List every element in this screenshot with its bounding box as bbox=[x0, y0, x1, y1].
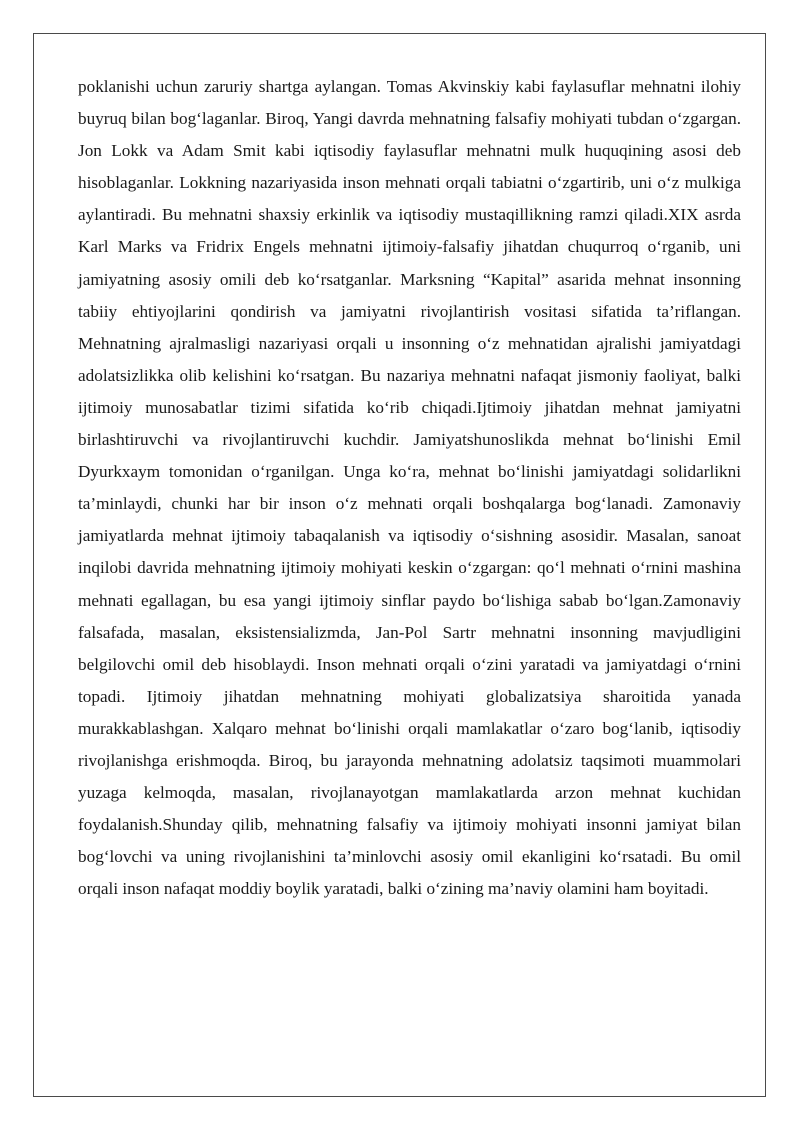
body-paragraph: poklanishi uchun zaruriy shartga aylangan. Tomas Akvinskiy kabi faylasuflar mehnatni ilohiy buyruq bilan bog‘laganlar. Biroq, Yangi davrda mehnatning falsafiy mohiyati tubdan o‘zgargan. Jon Lokk va Adam Smit kabi iqtisodiy faylasuflar mehnatni mulk huquqining asosi deb hisoblaganlar. Lokkning nazariyasida inson mehnati orqali tabiatni o‘zgartirib, uni o‘z mulkiga aylantiradi. Bu mehnatni shaxsiy erkinlik va iqtisodiy mustaqillikning ramzi qiladi.XIX asrda Karl Marks va Fridrix Engels mehnatni ijtimoiy-falsafiy jihatdan chuqurroq o‘rganib, uni jamiyatning asosiy omili deb ko‘rsatganlar. Marksning “Kapital” asarida mehnat insonning tabiiy ehtiyojlarini qondirish va jamiyatni rivojlantirish vositasi sifatida ta’riflangan. Mehnatning ajralmasligi nazariyasi orqali u insonning o‘z mehnatidan ajralishi jamiyatdagi adolatsizlikka olib kelishini ko‘rsatgan. Bu nazariya mehnatni nafaqat jismoniy faoliyat, balki ijtimoiy munosabatlar tizimi sifatida ko‘rib chiqadi.Ijtimoiy jihatdan mehnat jamiyatni birlashtiruvchi va rivojlantiruvchi kuchdir. Jamiyatshunoslikda mehnat bo‘linishi Emil Dyurkxaym tomonidan o‘rganilgan. Unga ko‘ra, mehnat bo‘linishi jamiyatdagi solidarlikni ta’minlaydi, chunki har bir inson o‘z mehnati orqali boshqalarga bog‘lanadi. Zamonaviy jamiyatlarda mehnat ijtimoiy tabaqalanish va iqtisodiy o‘sishning asosidir. Masalan, sanoat inqilobi davrida mehnatning ijtimoiy mohiyati keskin o‘zgargan: qo‘l mehnati o‘rnini mashina mehnati egallagan, bu esa yangi ijtimoiy sinflar paydo bo‘lishiga sabab bo‘lgan.Zamonaviy falsafada, masalan, eksistensializmda, Jan-Pol Sartr mehnatni insonning mavjudligini belgilovchi omil deb hisoblaydi. Inson mehnati orqali o‘zini yaratadi va jamiyatdagi o‘rnini topadi. Ijtimoiy jihatdan mehnatning mohiyati globalizatsiya sharoitida yanada murakkablashgan. Xalqaro mehnat bo‘linishi orqali mamlakatlar o‘zaro bog‘lanib, iqtisodiy rivojlanishga erishmoqda. Biroq, bu jarayonda mehnatning adolatsiz taqsimoti muammolari yuzaga kelmoqda, masalan, rivojlanayotgan mamlakatlarda arzon mehnat kuchidan foydalanish.Shunday qilib, mehnatning falsafiy va ijtimoiy mohiyati insonni jamiyat bilan bog‘lovchi va uning rivojlanishini ta’minlovchi asosiy omil ekanligini ko‘rsatadi. Bu omil orqali inson nafaqat moddiy boylik yaratadi, balki o‘zining ma’naviy olamini ham boyitadi. bbox=[78, 77, 741, 899]
